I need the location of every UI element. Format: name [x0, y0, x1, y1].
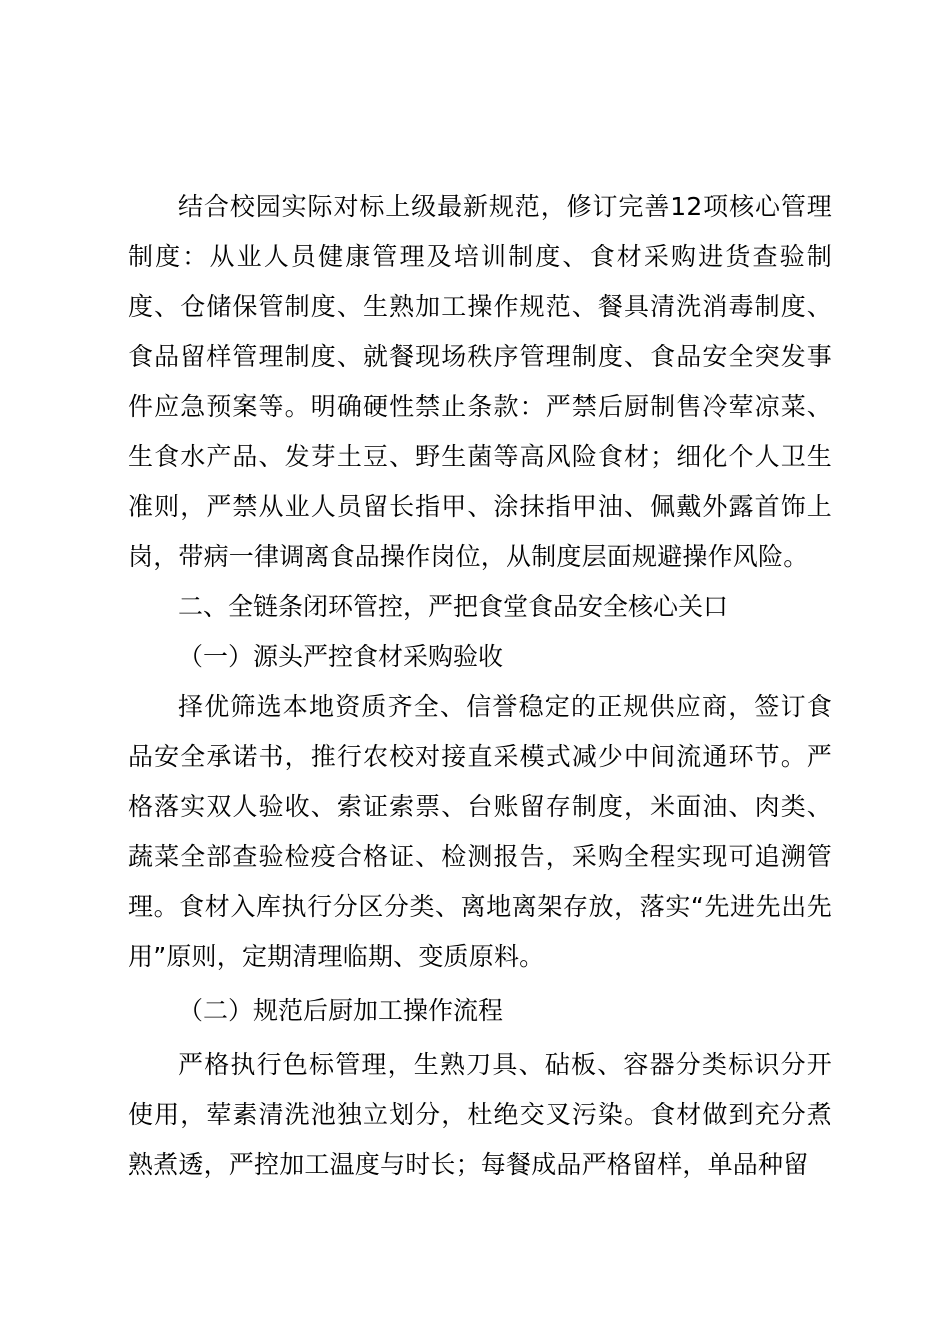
paragraph-kitchen-process: 严格执行色标管理，生熟刀具、砧板、容器分类标识分开使用，荤素清洗池独立划分，杜绝交叉污染。食材做到充分煮熟煮透，严控加工温度与时长；每餐成品严格留样，单品种留: [128, 1050, 832, 1179]
section-heading-two: 二、全链条闭环管控，严把食堂食品安全核心关口: [178, 592, 729, 621]
document-body: [128, 182, 832, 1190]
subsection-heading-procurement: （一）源头严控食材采购验收: [178, 642, 504, 671]
paragraph-procurement: 择优筛选本地资质齐全、信誉稳定的正规供应商，签订食品安全承诺书，推行农校对接直采模式减少中间流通环节。严格落实双人验收、索证索票、台账留存制度，米面油、肉类、蔬菜全部查验检疫合格证、检测报告，采购全程实现可追溯管理。食材入库执行分区分类、离地离架存放，落实“先进先出先用”原则，定期清理临期、变质原料。: [128, 692, 832, 971]
paragraph-management-system: 结合校园实际对标上级最新规范，修订完善12项核心管理制度：从业人员健康管理及培训制度、食材采购进货查验制度、仓储保管制度、生熟加工操作规范、餐具清洗消毒制度、食品留样管理制度、就餐现场秩序管理制度、食品安全突发事件应急预案等。明确硬性禁止条款：严禁后厨制售冷荤凉菜、生食水产品、发芽土豆、野生菌等高风险食材；细化个人卫生准则，严禁从业人员留长指甲、涂抹指甲油、佩戴外露首饰上岗，带病一律调离食品操作岗位，从制度层面规避操作风险。: [128, 192, 832, 571]
subsection-heading-kitchen-process: （二）规范后厨加工操作流程: [178, 996, 504, 1025]
